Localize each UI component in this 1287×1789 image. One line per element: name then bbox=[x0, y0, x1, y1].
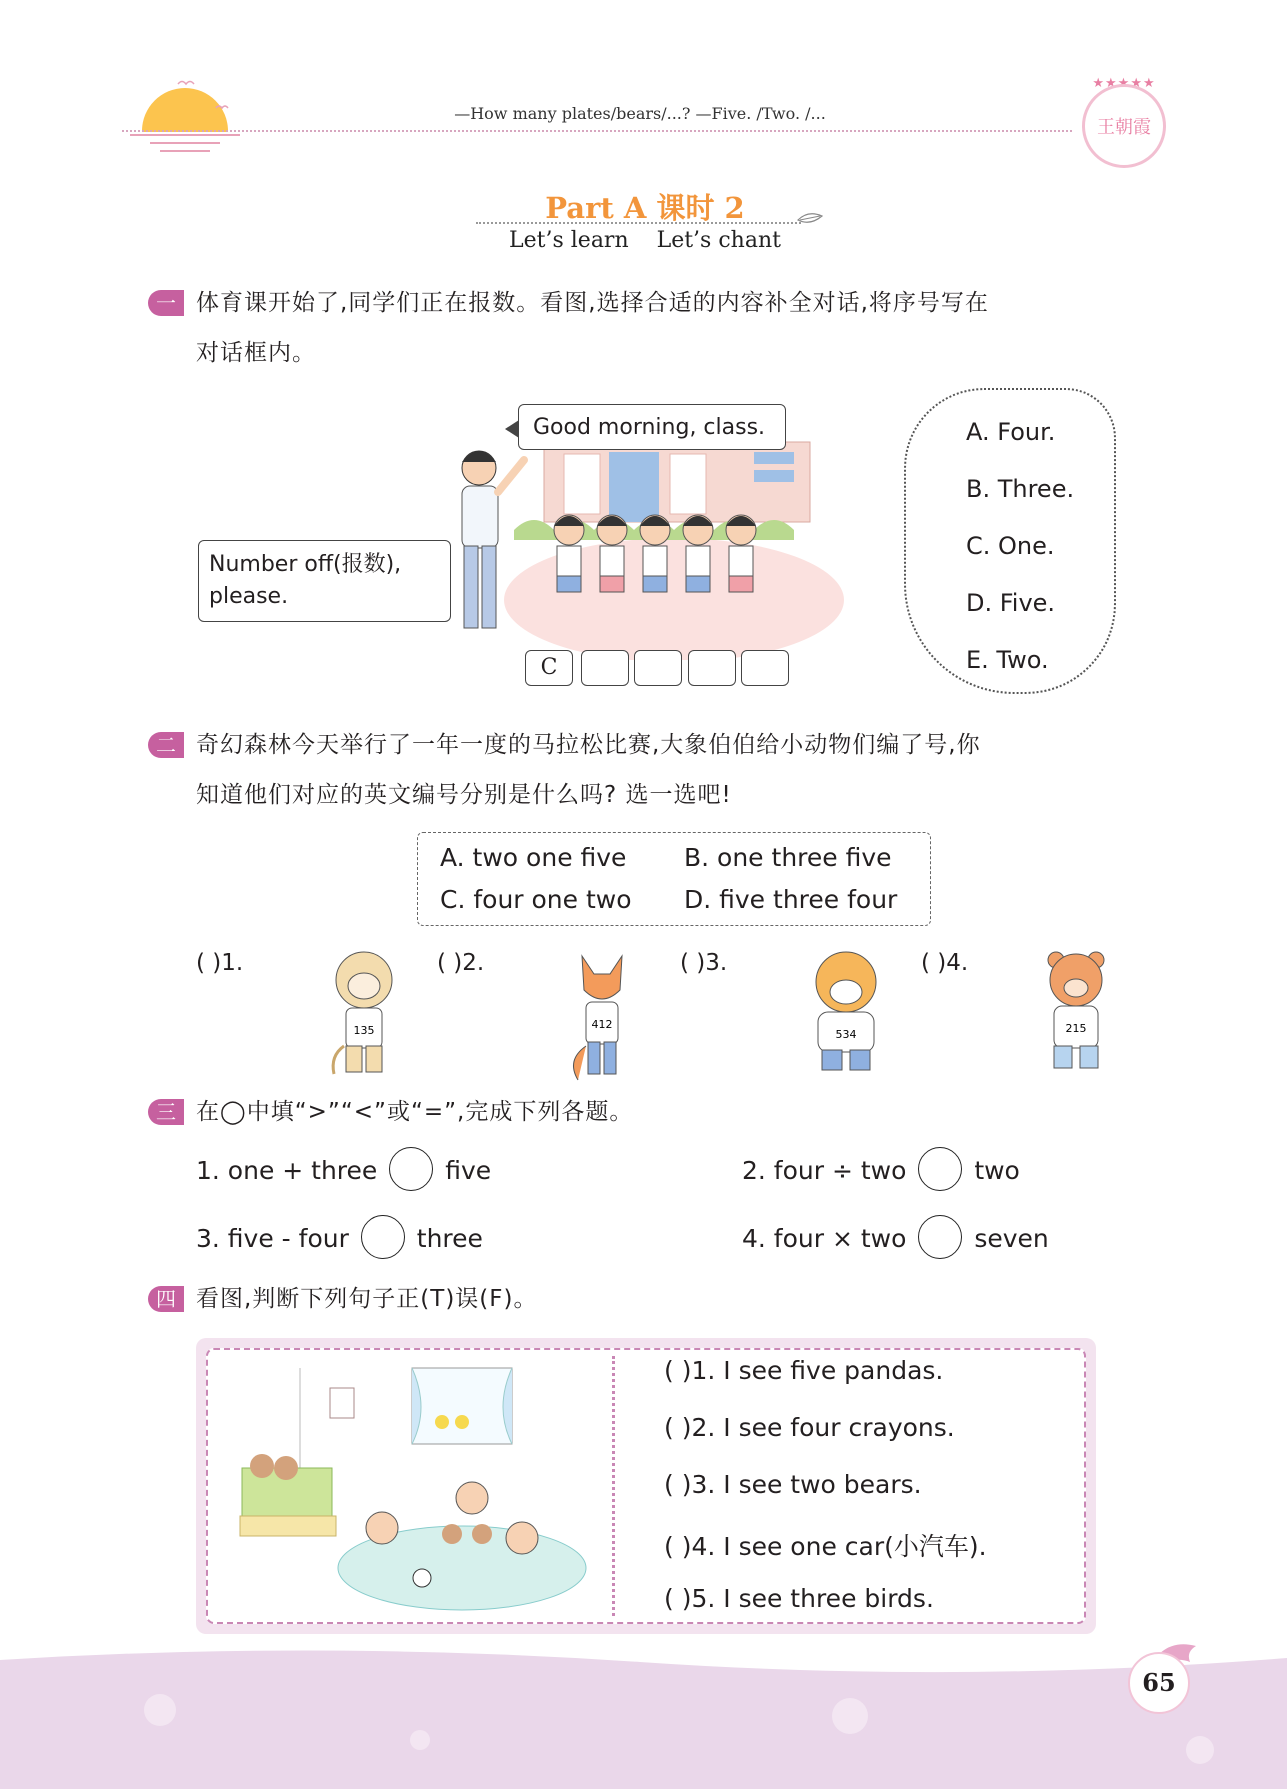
answer-circle-3[interactable] bbox=[361, 1215, 405, 1259]
fox-illustration bbox=[556, 946, 648, 1086]
section1-instruction-line1: 体育课开始了,同学们正在报数。看图,选择合适的内容补全对话,将序号写在 bbox=[196, 290, 989, 316]
statement-5[interactable]: ( )5. I see three birds. bbox=[664, 1584, 934, 1613]
header-divider bbox=[122, 130, 1072, 132]
leaf-icon bbox=[796, 210, 826, 228]
math-problem-1 bbox=[196, 1150, 491, 1194]
logo-text: 王朝霞 bbox=[1097, 117, 1151, 138]
animal-question-2[interactable]: ( )2. bbox=[437, 950, 485, 976]
section-badge-2: 二 bbox=[148, 732, 184, 758]
choice-b: B. one three five bbox=[684, 843, 892, 872]
math-problem-2-left: 2. four ÷ two bbox=[742, 1156, 907, 1185]
choice-d: D. five three four bbox=[684, 885, 898, 914]
math-problem-3 bbox=[196, 1218, 483, 1262]
monkey-illustration bbox=[318, 946, 410, 1086]
animal-question-3[interactable]: ( )3. bbox=[680, 950, 728, 976]
animal-question-1[interactable]: ( )1. bbox=[196, 950, 244, 976]
math-problem-1-right: five bbox=[445, 1156, 492, 1185]
math-problem-4-left: 4. four × two bbox=[742, 1224, 907, 1253]
student-bubble-line1: Number off(报数), bbox=[209, 552, 402, 577]
section1-instruction-line2: 对话框内。 bbox=[196, 340, 316, 366]
math-problem-3-right: three bbox=[416, 1224, 483, 1253]
bedroom-illustration bbox=[232, 1358, 592, 1618]
statement-2[interactable]: ( )2. I see four crayons. bbox=[664, 1413, 955, 1442]
answer-box-3[interactable] bbox=[634, 650, 682, 686]
statement-4[interactable]: ( )4. I see one car(小汽车). bbox=[664, 1532, 987, 1561]
header-text: —How many plates/bears/...? —Five. /Two. /... bbox=[454, 104, 826, 123]
section4-instruction: 看图,判断下列句子正(T)误(F)。 bbox=[196, 1286, 538, 1312]
option-d: D. Five. bbox=[966, 589, 1056, 617]
animal-question-4[interactable]: ( )4. bbox=[921, 950, 969, 976]
section2-instruction-line2: 知道他们对应的英文编号分别是什么吗? 选一选吧! bbox=[196, 782, 732, 808]
publisher-logo bbox=[1082, 84, 1166, 168]
statement-1[interactable]: ( )1. I see five pandas. bbox=[664, 1356, 944, 1385]
answer-box-5[interactable] bbox=[741, 650, 789, 686]
page-title: Part A 课时 2 bbox=[545, 191, 745, 225]
teacher-speech-bubble: Good morning, class. bbox=[518, 404, 786, 450]
fox-number: 412 bbox=[591, 1018, 613, 1031]
tiger-number: 534 bbox=[835, 1028, 857, 1041]
bear-number: 215 bbox=[1065, 1022, 1087, 1035]
math-problem-2-right: two bbox=[974, 1156, 1020, 1185]
title-divider bbox=[476, 222, 801, 224]
birds-icon bbox=[176, 78, 236, 118]
footer-wave bbox=[0, 1640, 1287, 1789]
answer-box-4[interactable] bbox=[688, 650, 736, 686]
answer-circle-4[interactable] bbox=[918, 1215, 962, 1259]
monkey-number: 135 bbox=[353, 1024, 375, 1037]
student-bubble-line2: please. bbox=[209, 584, 289, 609]
math-problem-2 bbox=[742, 1150, 1020, 1194]
section3-instruction: 在◯中填“>”“<”或“=”,完成下列各题。 bbox=[196, 1099, 634, 1125]
option-e: E. Two. bbox=[966, 646, 1049, 674]
answer-circle-1[interactable] bbox=[389, 1147, 433, 1191]
page-subtitle: Let’s learn Let’s chant bbox=[509, 228, 781, 253]
statement-3[interactable]: ( )3. I see two bears. bbox=[664, 1470, 922, 1499]
section-badge-4: 四 bbox=[148, 1286, 184, 1312]
school-illustration bbox=[444, 430, 844, 660]
section2-instruction-line1: 奇幻森林今天举行了一年一度的马拉松比赛,大象伯伯给小动物们编了号,你 bbox=[196, 732, 981, 758]
panel-divider bbox=[612, 1356, 615, 1616]
bubble-tail bbox=[505, 420, 519, 438]
bear-illustration bbox=[1030, 946, 1122, 1086]
page-number: 65 bbox=[1128, 1652, 1190, 1714]
answer-circle-2[interactable] bbox=[918, 1147, 962, 1191]
math-problem-4 bbox=[742, 1218, 1049, 1262]
math-problem-3-left: 3. five - four bbox=[196, 1224, 349, 1253]
answer-box-2[interactable] bbox=[581, 650, 629, 686]
choice-a: A. two one five bbox=[440, 843, 627, 872]
student-speech-bubble bbox=[198, 540, 451, 622]
math-problem-1-left: 1. one + three bbox=[196, 1156, 378, 1185]
logo-stars: ★★★★★ bbox=[1092, 76, 1156, 91]
choice-c: C. four one two bbox=[440, 885, 632, 914]
option-a: A. Four. bbox=[966, 418, 1056, 446]
math-problem-4-right: seven bbox=[974, 1224, 1049, 1253]
answer-box-1[interactable]: C bbox=[525, 650, 573, 686]
option-b: B. Three. bbox=[966, 475, 1075, 503]
tiger-illustration bbox=[800, 946, 892, 1086]
section-badge-1: 一 bbox=[148, 290, 184, 316]
option-c: C. One. bbox=[966, 532, 1055, 560]
section-badge-3: 三 bbox=[148, 1099, 184, 1125]
